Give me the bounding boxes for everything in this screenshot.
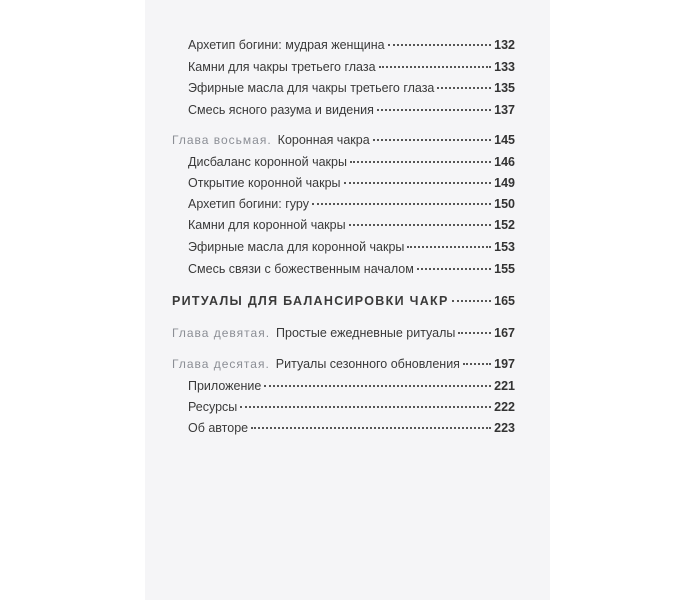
toc-entry-page: 133 xyxy=(494,60,515,74)
toc-entry-page: 135 xyxy=(494,81,515,95)
toc-entry xyxy=(188,240,515,254)
toc-entry-title: Смесь связи с божественным началом xyxy=(188,262,414,276)
toc-chapter xyxy=(172,133,515,147)
toc-entry xyxy=(188,155,515,169)
leader-dots xyxy=(388,44,492,46)
leader-dots xyxy=(377,109,491,111)
toc-entry-title: Эфирные масла для коронной чакры xyxy=(188,240,405,254)
leader-dots xyxy=(349,224,492,226)
chapter-label: Глава восьмая. xyxy=(172,133,272,147)
toc-entry-page: 132 xyxy=(494,38,515,52)
toc-entry xyxy=(188,176,515,190)
toc-entry-title: Архетип богини: гуру xyxy=(188,197,309,211)
toc-entry-title: Камни для чакры третьего глаза xyxy=(188,60,376,74)
part-title: РИТУАЛЫ ДЛЯ БАЛАНСИРОВКИ ЧАКР xyxy=(172,294,449,308)
toc-entry-title: Камни для коронной чакры xyxy=(188,218,346,232)
leader-dots xyxy=(312,203,491,205)
toc-entry-title: Дисбаланс коронной чакры xyxy=(188,155,347,169)
toc-chapter xyxy=(172,357,515,371)
toc-entry-title: Смесь ясного разума и видения xyxy=(188,103,374,117)
toc-entry-title: Простые ежедневные ритуалы xyxy=(276,326,456,340)
toc-entry-page: 197 xyxy=(494,357,515,371)
leader-dots xyxy=(264,385,491,387)
toc-entry-page: 155 xyxy=(494,262,515,276)
leader-dots xyxy=(350,161,491,163)
leader-dots xyxy=(452,300,492,302)
leader-dots xyxy=(417,268,491,270)
leader-dots xyxy=(463,363,491,365)
toc-entry xyxy=(188,197,515,211)
toc-entry xyxy=(188,103,515,117)
toc-entry-title: Эфирные масла для чакры третьего глаза xyxy=(188,81,435,95)
leader-dots xyxy=(251,427,491,429)
toc-entry-page: 150 xyxy=(494,197,515,211)
toc-part-heading xyxy=(172,294,515,308)
chapter-label: Глава десятая. xyxy=(172,357,270,371)
leader-dots xyxy=(240,406,491,408)
toc-entry-page: 165 xyxy=(494,294,515,308)
toc-entry xyxy=(188,421,515,435)
leader-dots xyxy=(379,66,492,68)
leader-dots xyxy=(407,246,491,248)
toc-entry xyxy=(188,400,515,414)
leader-dots xyxy=(437,87,491,89)
toc-entry-page: 223 xyxy=(494,421,515,435)
toc-entry-page: 222 xyxy=(494,400,515,414)
toc-entry-title: Ресурсы xyxy=(188,400,238,414)
toc-entry xyxy=(188,379,515,393)
toc-entry-title: Приложение xyxy=(188,379,262,393)
toc-entry-page: 153 xyxy=(494,240,515,254)
toc-entry-page: 167 xyxy=(494,326,515,340)
toc-chapter xyxy=(172,326,515,340)
toc-entry xyxy=(188,81,515,95)
toc-entry-page: 152 xyxy=(494,218,515,232)
book-page xyxy=(145,0,550,600)
toc-entry-title: Ритуалы сезонного обновления xyxy=(275,357,460,371)
leader-dots xyxy=(344,182,492,184)
toc-entry xyxy=(188,218,515,232)
toc-entry-page: 145 xyxy=(494,133,515,147)
toc-entry xyxy=(188,262,515,276)
toc-entry-title: Открытие коронной чакры xyxy=(188,176,341,190)
chapter-label: Глава девятая. xyxy=(172,326,271,340)
toc-entry-title: Об авторе xyxy=(188,421,249,435)
toc-entry-page: 137 xyxy=(494,103,515,117)
toc-entry-title: Архетип богини: мудрая женщина xyxy=(188,38,385,52)
leader-dots xyxy=(373,139,491,141)
toc-entry xyxy=(188,60,515,74)
toc-entry-page: 146 xyxy=(494,155,515,169)
toc-entry-page: 149 xyxy=(494,176,515,190)
leader-dots xyxy=(458,332,491,334)
toc-entry-title: Коронная чакра xyxy=(277,133,370,147)
toc-entry-page: 221 xyxy=(494,379,515,393)
toc-entry xyxy=(188,38,515,52)
